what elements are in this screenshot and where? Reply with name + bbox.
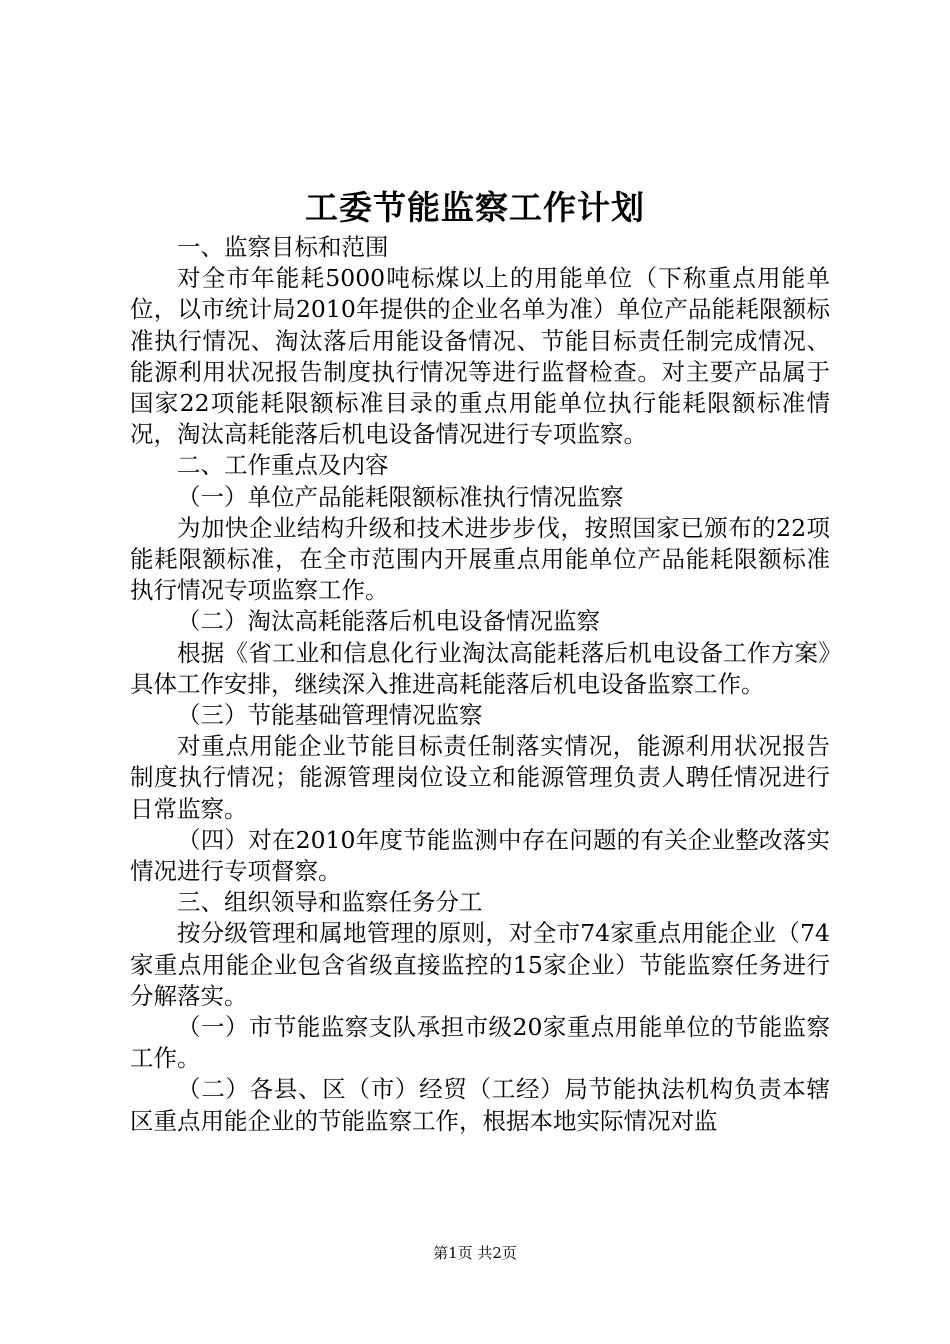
subsection-heading: （三）节能基础管理情况监察 <box>177 701 483 730</box>
subsection-paragraph: （四）对在2010年度节能监测中存在问题的有关企业整改落实情况进行专项督察。 <box>130 825 830 886</box>
subsection-heading: （一）单位产品能耗限额标准执行情况监察 <box>177 482 624 511</box>
paragraph: 按分级管理和属地管理的原则，对全市74家重点用能企业（74家重点用能企业包含省级直接监控的15家企业）节能监察任务进行分解落实。 <box>130 919 830 1010</box>
section-heading-2: 二、工作重点及内容 <box>177 451 389 480</box>
paragraph: 根据《省工业和信息化行业淘汰高能耗落后机电设备工作方案》具体工作安排，继续深入推进高耗能落后机电设备监察工作。 <box>130 638 830 698</box>
page-number-footer: 第1页 共2页 <box>433 1244 517 1262</box>
paragraph: 为加快企业结构升级和技术进步步伐，按照国家已颁布的22项能耗限额标准，在全市范围内开展重点用能单位产品能耗限额标准执行情况专项监察工作。 <box>130 513 830 605</box>
subsection-heading: （二）淘汰高耗能落后机电设备情况监察 <box>177 607 600 636</box>
paragraph: 对全市年能耗5000吨标煤以上的用能单位（下称重点用能单位，以市统计局2010年提供的企业名单为准）单位产品能耗限额标准执行情况、淘汰落后用能设备情况、节能目标责任制完成情况、能源利用状况报告制度执行情况等进行监督检查。对主要产品属于国家22项能耗限额标准目录的重点用能单位执行能耗限额标准情况，淘汰高耗能落后机电设备情况进行专项监察。 <box>130 264 830 449</box>
paragraph: 对重点用能企业节能目标责任制落实情况，能源利用状况报告制度执行情况；能源管理岗位设立和能源管理负责人聘任情况进行日常监察。 <box>130 732 830 823</box>
subsection-paragraph: （二）各县、区（市）经贸（工经）局节能执法机构负责本辖区重点用能企业的节能监察工作，根据本地实际情况对监 <box>130 1075 830 1135</box>
document-title: 工委节能监察工作计划 <box>305 188 645 227</box>
document-body <box>130 232 830 1137</box>
section-heading-3: 三、组织领导和监察任务分工 <box>177 888 483 917</box>
subsection-paragraph: （一）市节能监察支队承担市级20家重点用能单位的节能监察工作。 <box>130 1013 830 1073</box>
section-heading-1: 一、监察目标和范围 <box>177 233 389 261</box>
